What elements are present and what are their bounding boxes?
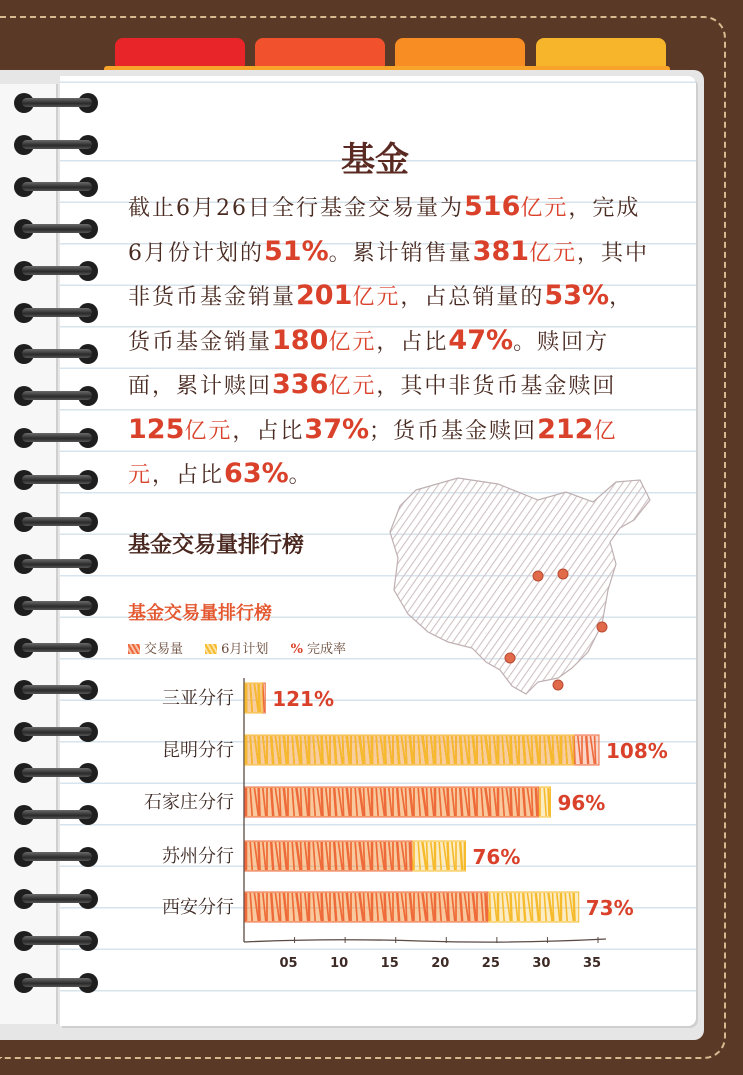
text-segment: ，占比 — [152, 463, 225, 488]
value-completion: 51% — [264, 235, 329, 267]
text-segment: 截止6月26日全行基金交易量为 — [128, 196, 464, 221]
bar-plan — [245, 735, 574, 765]
x-tick-label: 05 — [279, 956, 298, 971]
value-non-monetary-share: 53% — [544, 280, 610, 311]
bar-volume — [245, 892, 488, 922]
unit-label: 亿元 — [520, 196, 569, 221]
x-tick-label: 35 — [582, 956, 602, 971]
category-label: 石家庄分行 — [144, 792, 234, 813]
text-segment: ，占比 — [232, 418, 305, 444]
value-monetary-sales: 180 — [272, 324, 329, 356]
value-redemption: 336 — [272, 369, 329, 400]
category-label: 西安分行 — [162, 897, 234, 918]
x-tick-label: 20 — [431, 956, 450, 971]
text-segment: 。累计销售量 — [328, 240, 473, 266]
category-label: 苏州分行 — [162, 846, 234, 867]
bar-plan — [245, 683, 262, 713]
x-tick-label: 30 — [532, 956, 551, 971]
completion-rate-label: 96% — [557, 791, 606, 815]
value-non-monetary-redemption: 125 — [128, 413, 185, 445]
unit-label: 亿元 — [529, 240, 578, 266]
text-segment: ；货币基金赎回 — [369, 418, 538, 444]
value-total-volume: 516 — [464, 191, 521, 222]
unit-label: 亿元 — [352, 285, 401, 310]
legend-label: 6月计划 — [221, 642, 269, 657]
text-segment: ，占比 — [376, 329, 449, 355]
completion-rate-label: 76% — [472, 845, 521, 869]
x-tick-label: 25 — [481, 956, 500, 971]
unit-label: 亿元 — [184, 418, 233, 444]
unit-label: 亿元 — [328, 329, 377, 355]
completion-rate-label: 121% — [272, 687, 335, 711]
text-segment: ，其中非货币基金销量 — [128, 240, 650, 310]
unit-label: 亿元 — [328, 374, 377, 399]
text-segment: 。赎回方面，累计赎回 — [128, 329, 610, 399]
x-tick-label: 15 — [380, 956, 399, 971]
legend-percent-glyph: % — [290, 642, 303, 657]
text-segment: ，占总销量的 — [400, 285, 545, 310]
bar-volume — [245, 787, 538, 817]
value-monetary-redemption: 212 — [537, 413, 594, 445]
section-title: 基金交易量排行榜 — [128, 532, 305, 558]
legend-label: 交易量 — [144, 642, 184, 657]
legend-label: 完成率 — [306, 642, 346, 657]
value-sales: 381 — [472, 235, 530, 267]
text-segment: ，其中非货币基金赎回 — [376, 374, 617, 399]
text-segment: ，完成6月份计划的 — [128, 196, 641, 266]
category-label: 三亚分行 — [162, 688, 234, 709]
bar-volume — [245, 841, 412, 871]
text-segment: ，货币基金销量 — [128, 285, 634, 355]
x-tick-label: 10 — [330, 956, 349, 971]
page-title: 基金 — [341, 140, 409, 180]
category-label: 昆明分行 — [162, 740, 234, 761]
value-non-monetary-redemption-share: 37% — [304, 413, 370, 445]
completion-rate-label: 108% — [606, 739, 668, 763]
value-monetary-share: 47% — [448, 324, 514, 356]
x-axis — [244, 939, 606, 942]
text-segment: 。 — [288, 463, 313, 488]
unit-label: 亿元 — [128, 418, 618, 488]
completion-rate-label: 73% — [585, 896, 634, 920]
value-monetary-redemption-share: 63% — [224, 458, 289, 489]
value-non-monetary-sales: 201 — [296, 280, 353, 311]
chart-title: 基金交易量排行榜 — [128, 603, 272, 624]
